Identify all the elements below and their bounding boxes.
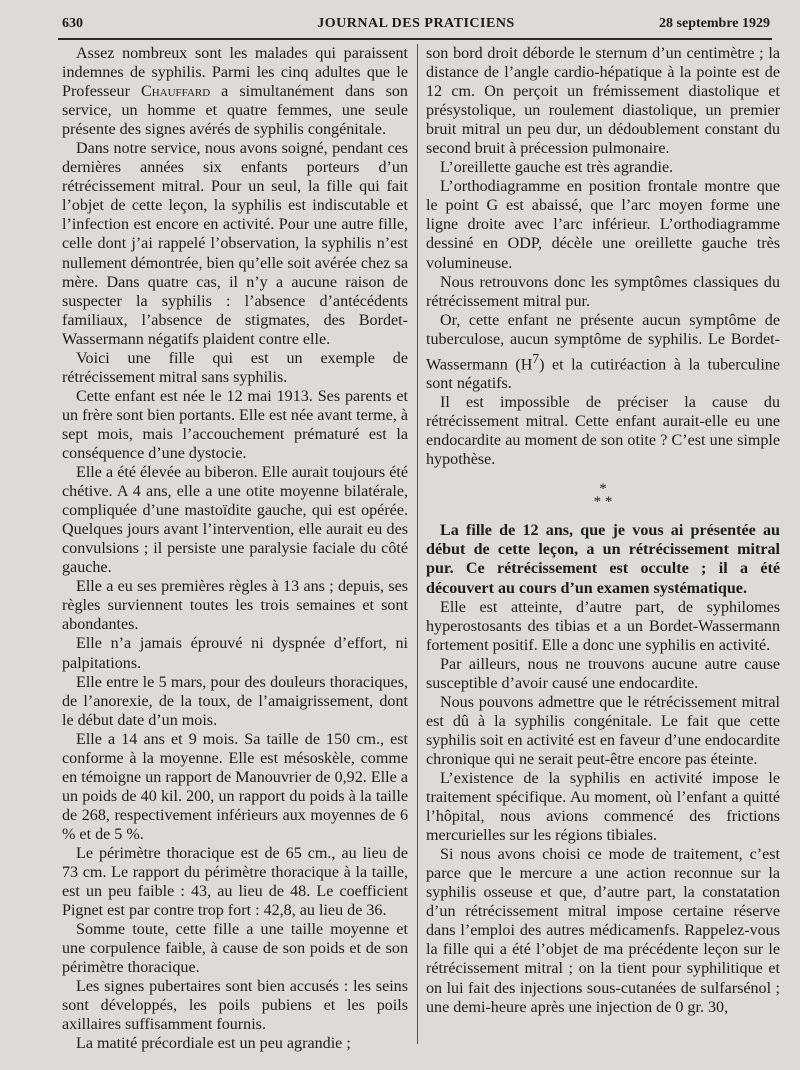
paragraph: Or, cette enfant ne présente aucun symptôme de tuberculose, aucun symptôme de syphilis. Le Bordet-Wassermann $(H^7)$ et la cutiréaction à la tuberculine sont négatifs. — [426, 311, 780, 393]
paragraph: L’existence de la syphilis en activité impose le traitement spécifique. Au moment, où l’enfant a quitté l’hôpital, nous avions commencé des frictions mercurielles sur les régions tibiales. — [426, 770, 780, 845]
paragraph: Cette enfant est née le 12 mai 1913. Ses parents et un frère sont bien portants. Elle est née avant terme, à sept mois, mais l’accouchement prématuré est la conséquence d’une dystocie. — [62, 387, 408, 462]
paragraph: L’oreillette gauche est très agrandie. — [440, 159, 674, 177]
paragraph: Elle est atteinte, d’autre part, de syphilomes hyperostosants des tibias et a un Bordet-Wassermann fortement positif. Elle a donc une syphilis en activité. — [426, 598, 780, 654]
paragraph: Elle entre le 5 mars, pour des douleurs thoraciques, de l’anorexie, de la toux, de l’amaigrissement, dont le début date d’un mois. — [62, 673, 408, 729]
author-name: Chauffard — [140, 83, 211, 101]
paragraph: Assez nombreux sont les malades qui paraissent indemnes de syphilis. Parmi les cinq adultes que le Professeur Chauffard a simultanément dans son service, un homme et quatre femmes, une seule présente des signes avérés de syphilis congénitale. — [62, 45, 408, 139]
header-rule — [58, 38, 772, 40]
paragraph: Par ailleurs, nous ne trouvons aucune autre cause susceptible d’avoir causé une endocardite. — [426, 655, 780, 692]
left-column — [62, 44, 408, 1053]
running-header — [62, 14, 770, 36]
paragraph: Nous retrouvons donc les symptômes classiques du rétrécissement mitral pur. — [426, 273, 780, 310]
journal-title: JOURNAL DES PRATICIENS — [317, 16, 515, 31]
paragraph: Le périmètre thoracique est de 65 cm., au lieu de 73 cm. Le rapport du périmètre thoracique à la taille, est un peu faible : 43, au lieu de 48. Le coefficient Pignet est par contre trop fort : 42,8, au lieu de 36. — [62, 844, 408, 920]
paragraph: Elle a 14 ans et 9 mois. Sa taille de 150 cm., est conforme à la moyenne. Elle est mésoskèle, comme en témoigne un rapport de Manouvrier de 0,92. Elle a un poids de 40 kil. 200, un rapport du poids à la taille de 268, respectivement inférieurs aux moyennes de 6 % et de 5 %. — [62, 730, 408, 843]
paragraph: Il est impossible de préciser la cause du rétrécissement mitral. Cette enfant aurait-elle eu une endocardite au moment de son otite ? C’est une simple hypothèse. — [426, 394, 780, 469]
paragraph: Elle n’a jamais éprouvé ni dyspnée d’effort, ni palpitations. — [62, 635, 408, 672]
paragraph: son bord droit déborde le sternum d’un centimètre ; la distance de l’angle cardio-hépatique à la pointe est de 12 cm. On perçoit un frémissement diastolique et présystolique, un roulement diastolique, un premier bruit mitral un peu dur, un dédoublement constant du second bruit à précession pulmonaire. — [426, 45, 780, 158]
section-break: * * * — [593, 481, 613, 511]
paragraph: Si nous avons choisi ce mode de traitement, c’est parce que le mercure a une action reconnue sur la syphilis osseuse et que, d’autre part, la constatation d’un rétrécissement mitral impose certaine réserve dans l’emploi des autres médicamenfs. Rappelez-vous la fille qui a été l’objet de ma précédente leçon sur le rétrécissement mitral ; on la tient pour syphilitique et on lui fait des injections sous-cutanées de sulfarsénol ; une demi-heure après une injection de 0 gr. 30, — [426, 846, 780, 1016]
paragraph: Les signes pubertaires sont bien accusés : les seins sont développés, les poils pubiens et les poils axillaires suffisamment fournis. — [62, 978, 408, 1034]
paragraph: La matité précordiale est un peu agrandie ; — [76, 1035, 351, 1053]
paragraph: Dans notre service, nous avons soigné, pendant ces dernières années six enfants porteurs d’un rétrécissement mitral. Pour un seul, la fille qui fait l’objet de cette leçon, la syphilis est indiscutable et l’infection est encore en activité. Pour une autre fille, celle dont j’ai rappelé l’observation, la syphilis n’est nullement démontrée, bien qu’elle soit avérée chez sa mère. Dans quatre cas, il n’y a aucune raison de suspecter la syphilis : l’absence d’antécédents familiaux, l’absence de stigmates, des Bordet-Wassermann négatifs plaident contre elle. — [62, 140, 408, 348]
issue-date: 28 septembre 1929 — [659, 16, 770, 31]
paragraph: La fille de 12 ans, que je vous ai présentée au début de cette leçon, a un rétrécissement mitral pur. Ce rétrécissement est occulte ; il a été découvert au cours d’un examen systématique. — [426, 522, 780, 597]
paragraph: L’orthodiagramme en position frontale montre que le point G est abaissé, que l’arc moyen forme une ligne droite avec l’arc inférieur. L’orthodiagramme dessiné en ODP, décèle une oreillette gauche très volumineuse. — [426, 178, 780, 272]
paragraph: Nous pouvons admettre que le rétrécissement mitral est dû à la syphilis congénitale. Le fait que cette syphilis soit en activité est en faveur d’une endocardite chronique qui ne serait peut-être encore pas éteinte. — [426, 693, 780, 768]
paragraph: Elle a été élevée au biberon. Elle aurait toujours été chétive. A 4 ans, elle a une otite moyenne bilatérale, compliquée d’une mastoïdite gauche, qui est opérée. Quelques jours avant l’intervention, elle aurait eu des convulsions ; il persiste une paralysie faciale du côté gauche. — [62, 464, 408, 577]
paragraph: Voici une fille qui est un exemple de rétrécissement mitral sans syphilis. — [62, 349, 408, 386]
column-divider — [417, 44, 418, 1044]
paragraph: Somme toute, cette fille a une taille moyenne et une corpulence faible, à cause de son poids et de son périmètre thoracique. — [62, 921, 408, 977]
right-column — [426, 44, 780, 1017]
paragraph: Elle a eu ses premières règles à 13 ans ; depuis, ses règles surviennent toutes les trois semaines et sont abondantes. — [62, 578, 408, 634]
page-number: 630 — [62, 16, 83, 31]
